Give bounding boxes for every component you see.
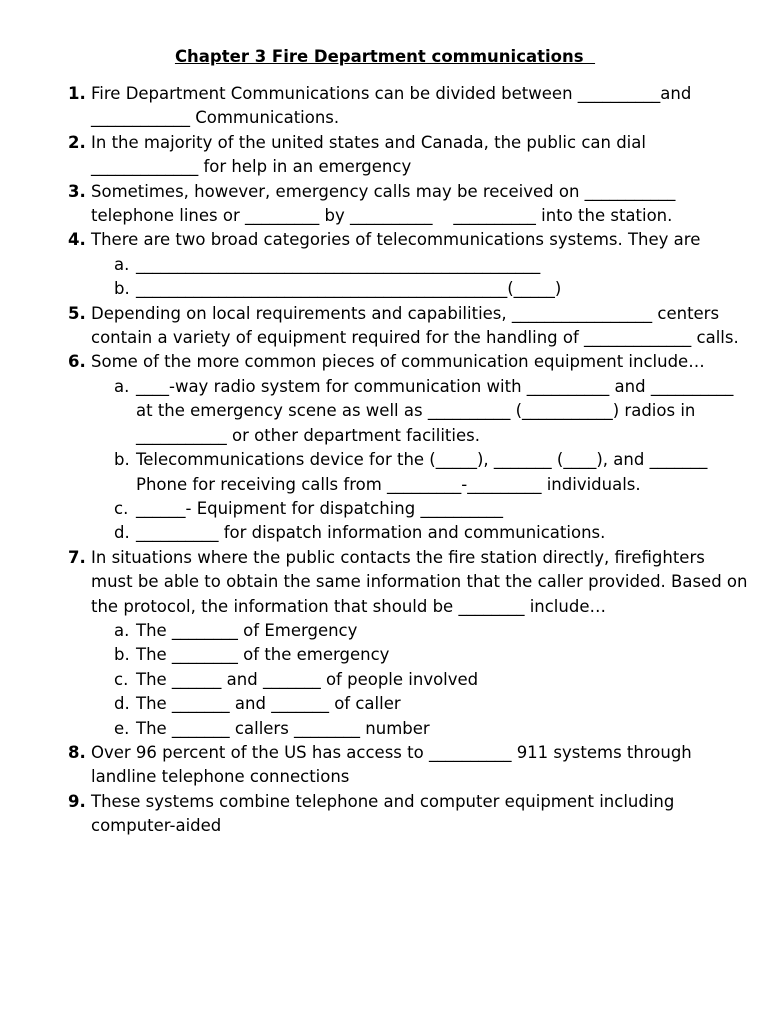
question-item — [0, 302, 770, 351]
sub-question-text: Telecommunications device for the (_____), _______ (____), and _______ Phone for receiving calls from _________-_________ individuals. — [136, 450, 713, 494]
question-number: 4. — [68, 230, 86, 250]
question-number: 7. — [68, 547, 86, 567]
question-text: There are two broad categories of telecommunications systems. They are — [91, 230, 701, 250]
sub-question-text: __________ for dispatch information and communications. — [136, 523, 606, 543]
sub-question-item — [91, 692, 750, 716]
question-item — [0, 350, 770, 545]
question-text: Some of the more common pieces of communication equipment include… — [91, 352, 705, 372]
sub-question-letter: b. — [114, 645, 130, 665]
question-text: These systems combine telephone and computer equipment including computer-aided — [91, 791, 680, 836]
sub-question-list — [91, 375, 750, 546]
sub-question-letter: d. — [114, 523, 130, 543]
question-number: 1. — [68, 84, 86, 103]
question-item — [0, 82, 770, 131]
question-number: 6. — [68, 352, 86, 372]
sub-question-text: _________________________________________________ — [136, 254, 541, 274]
question-number: 5. — [68, 303, 86, 323]
question-text: In the majority of the united states and Canada, the public can dial _____________ for help in an emergency — [91, 132, 652, 177]
question-text: In situations where the public contacts the fire station directly, firefighters must be able to obtain the same information that the caller provided. Based on the protocol, the information that should be ________ include… — [91, 547, 753, 616]
sub-question-letter: a. — [114, 620, 130, 640]
sub-question-list — [91, 619, 750, 741]
sub-question-letter: a. — [114, 376, 130, 396]
sub-question-letter: c. — [114, 498, 129, 518]
sub-question-text: The ________ of Emergency — [136, 620, 358, 640]
question-number: 3. — [68, 181, 86, 201]
sub-question-text: The _______ and _______ of caller — [136, 694, 401, 714]
sub-question-letter: b. — [114, 279, 130, 299]
sub-question-item — [91, 521, 750, 545]
question-item — [0, 741, 770, 790]
question-item — [0, 131, 770, 180]
sub-question-letter: e. — [114, 718, 130, 738]
sub-question-list — [91, 253, 750, 302]
sub-question-text: The ________ of the emergency — [136, 645, 390, 665]
sub-question-letter: c. — [114, 669, 129, 689]
sub-question-item — [91, 375, 750, 448]
question-text: Over 96 percent of the US has access to __________ 911 systems through landline telephone connections — [91, 742, 698, 787]
sub-question-text: The _______ callers ________ number — [136, 718, 430, 738]
sub-question-item — [91, 668, 750, 692]
page-title: Chapter 3 Fire Department communications — [174, 47, 596, 66]
sub-question-letter: d. — [114, 694, 130, 714]
question-text: Sometimes, however, emergency calls may be received on ___________ telephone lines or _________ by __________ __________ into the station. — [91, 181, 681, 226]
sub-question-text: ____-way radio system for communication with __________ and __________ at the emergency scene as well as __________ (___________) radios in ___________ or other department facilities. — [136, 376, 739, 445]
sub-question-item — [91, 619, 750, 643]
sub-question-text: _____________________________________________(_____) — [136, 279, 562, 299]
question-text: Fire Department Communications can be divided between __________and ____________ Communications. — [91, 84, 697, 128]
question-item — [0, 228, 770, 301]
sub-question-text: The ______ and _______ of people involved — [136, 669, 479, 689]
sub-question-letter: a. — [114, 254, 130, 274]
sub-question-text: ______- Equipment for dispatching __________ — [136, 498, 503, 518]
question-item — [0, 790, 770, 839]
question-list — [0, 82, 770, 839]
question-item — [0, 546, 770, 741]
question-number: 8. — [68, 742, 86, 762]
sub-question-item — [91, 643, 750, 667]
sub-question-item — [91, 448, 750, 497]
sub-question-item — [91, 277, 750, 301]
question-number: 2. — [68, 132, 86, 152]
sub-question-item — [91, 497, 750, 521]
sub-question-letter: b. — [114, 450, 130, 470]
question-item — [0, 180, 770, 229]
sub-question-item — [91, 253, 750, 277]
question-text: Depending on local requirements and capabilities, _________________ centers contain a variety of equipment required for the handling of _____________ calls. — [91, 303, 739, 348]
question-number: 9. — [68, 791, 86, 811]
sub-question-item — [91, 717, 750, 741]
